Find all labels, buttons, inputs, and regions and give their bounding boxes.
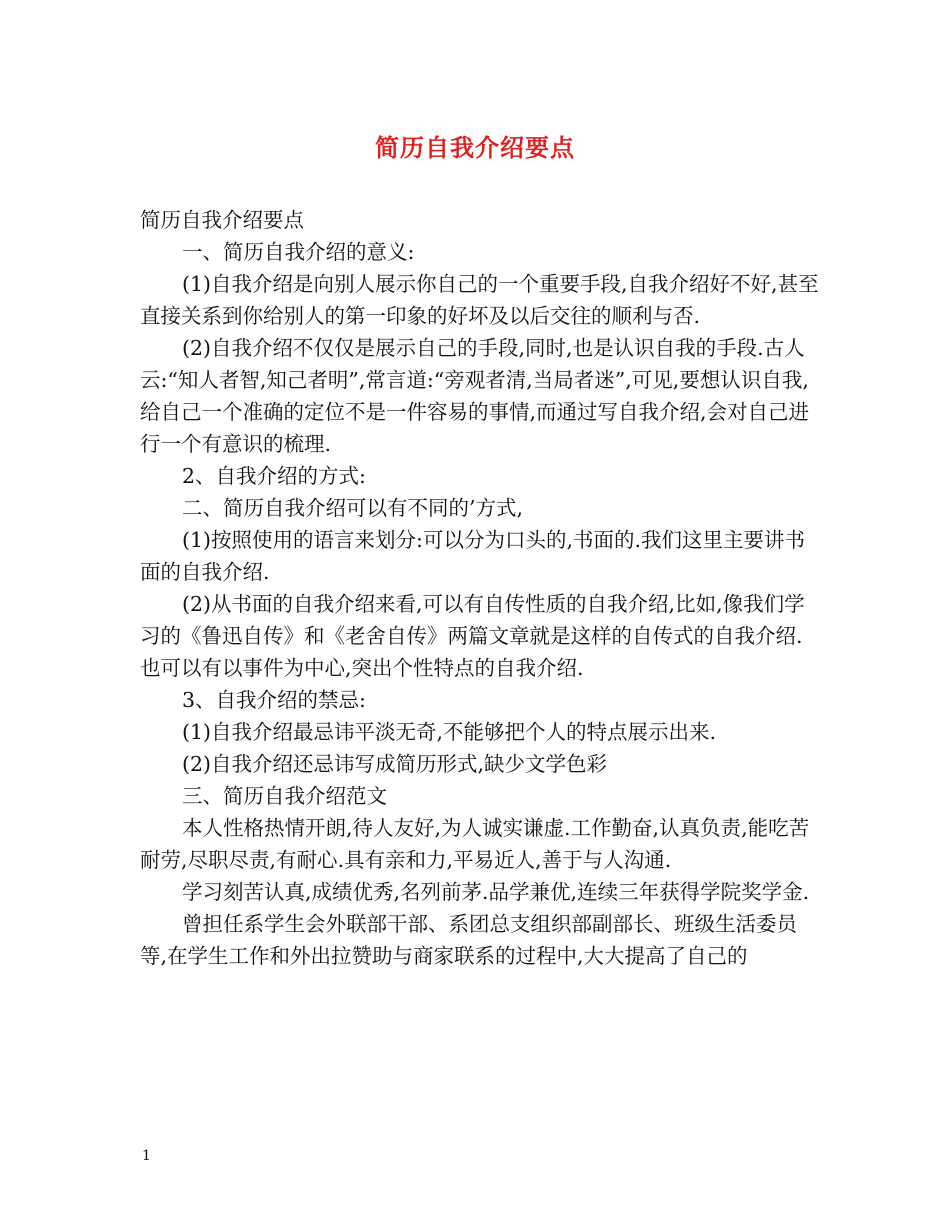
paragraph: 学习刻苦认真,成绩优秀,名列前茅.品学兼优,连续三年获得学院奖学金. (182, 880, 810, 904)
page-number: 1 (142, 1148, 151, 1164)
paragraph: (2)自我介绍不仅仅是展示自己的手段,同时,也是认识自我的手段.古人云:“知人者智,知己者明”,常言道:“旁观者清,当局者迷”,可见,要想认识自我,给自己一个准确的定位不是一件容易的事情,而通过写自我介绍,会对自己进行一个有意识的梳理. (140, 336, 810, 456)
paragraph: (2)从书面的自我介绍来看,可以有自传性质的自我介绍,比如,像我们学习的《鲁迅自传》和《老舍自传》两篇文章就是这样的自传式的自我介绍.也可以有以事件为中心,突出个性特点的自我介绍. (140, 592, 805, 680)
section-heading: 三、简历自我介绍范文 (182, 784, 387, 808)
section-heading: 3、自我介绍的禁忌: (182, 688, 366, 712)
paragraph: 曾担任系学生会外联部干部、系团总支组织部副部长、班级生活委员等,在学生工作和外出拉赞助与商家联系的过程中,大大提高了自己的 (140, 912, 797, 968)
paragraph: (1)自我介绍是向别人展示你自己的一个重要手段,自我介绍好不好,甚至直接关系到你给别人的第一印象的好坏及以后交往的顺利与否. (140, 272, 819, 328)
paragraph: (2)自我介绍还忌讳写成简历形式,缺少文学色彩 (182, 752, 608, 776)
section-heading: 二、简历自我介绍可以有不同的’方式, (182, 496, 524, 520)
paragraph: (1)自我介绍最忌讳平淡无奇,不能够把个人的特点展示出来. (182, 720, 717, 744)
document-body (140, 204, 820, 972)
section-heading: 2、自我介绍的方式: (182, 464, 366, 488)
body-heading: 简历自我介绍要点 (140, 208, 304, 232)
section-heading: 一、简历自我介绍的意义: (182, 240, 415, 264)
paragraph: 本人性格热情开朗,待人友好,为人诚实谦虚.工作勤奋,认真负责,能吃苦耐劳,尽职尽责,有耐心.具有亲和力,平易近人,善于与人沟通. (140, 816, 810, 872)
paragraph: (1)按照使用的语言来划分:可以分为口头的,书面的.我们这里主要讲书面的自我介绍. (140, 528, 805, 584)
document-title: 简历自我介绍要点 (375, 134, 575, 162)
